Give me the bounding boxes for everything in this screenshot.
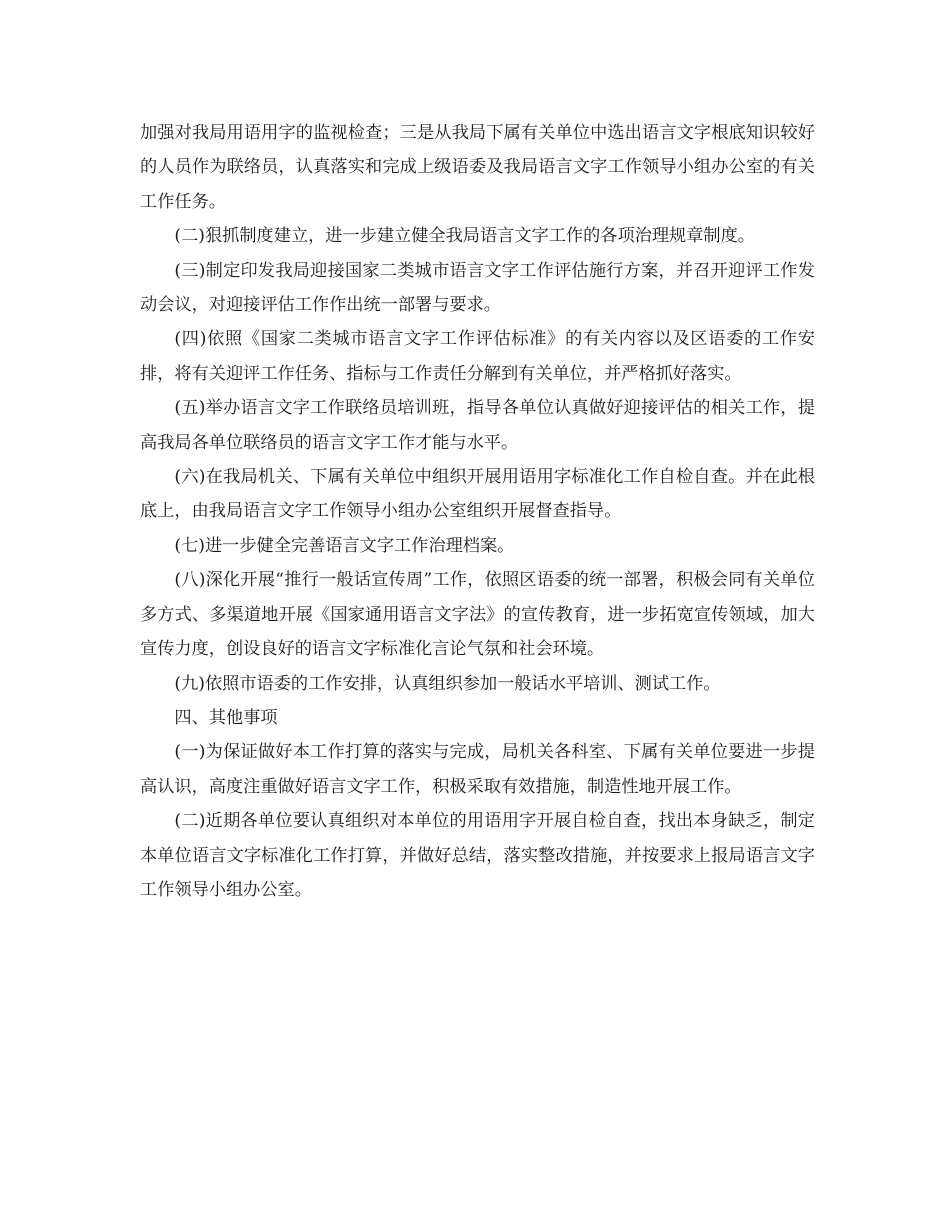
paragraph-3: (三)制定印发我局迎接国家二类城市语言文字工作评估施行方案，并召开迎评工作发动会议，对迎接评估工作作出统一部署与要求。 (140, 260, 815, 316)
paragraph-7: (七)进一步健全完善语言文字工作治理档案。 (174, 535, 515, 556)
paragraph-4: (四)依照《国家二类城市语言文字工作评估标准》的有关内容以及区语委的工作安排，将有关迎评工作任务、指标与工作责任分解到有关单位，并严格抓好落实。 (140, 329, 815, 384)
paragraph-8: (八)深化开展“推行一般话宣传周”工作，依照区语委的统一部署，积极会同有关单位多方式、多渠道地开展《国家通用语言文字法》的宣传教育，进一步拓宽宣传领域，加大宣传力度，创设良好的语言文字标准化言论气氛和社会环境。 (140, 570, 815, 660)
paragraph-2: (二)狠抓制度建立，进一步建立健全我局语言文字工作的各项治理规章制度。 (174, 226, 755, 247)
paragraph-6: (六)在我局机关、下属有关单位中组织开展用语用字标准化工作自检自查。并在此根底上，由我局语言文字工作领导小组办公室组织开展督查指导。 (140, 467, 815, 522)
paragraph-11: (一)为保证做好本工作打算的落实与完成，局机关各科室、下属有关单位要进一步提高认识，高度注重做好语言文字工作，积极采取有效措施，制造性地开展工作。 (140, 742, 815, 797)
document-body (140, 116, 815, 907)
paragraph-12: (二)近期各单位要认真组织对本单位的用语用字开展自检自查，找出本身缺乏，制定本单位语言文字标准化工作打算，并做好总结，落实整改措施，并按要求上报局语言文字工作领导小组办公室。 (140, 811, 815, 900)
paragraph-5: (五)举办语言文字工作联络员培训班，指导各单位认真做好迎接评估的相关工作，提高我局各单位联络员的语言文字工作才能与水平。 (140, 398, 815, 453)
paragraph-9: (九)依照市语委的工作安排，认真组织参加一般话水平培训、测试工作。 (174, 673, 721, 694)
section-heading-other-matters: 四、其他事项 (174, 707, 278, 728)
paragraph-1: 加强对我局用语用字的监视检查；三是从我局下属有关单位中选出语言文字根底知识较好的人员作为联络员，认真落实和完成上级语委及我局语言文字工作领导小组办公室的有关工作任务。 (140, 123, 815, 212)
